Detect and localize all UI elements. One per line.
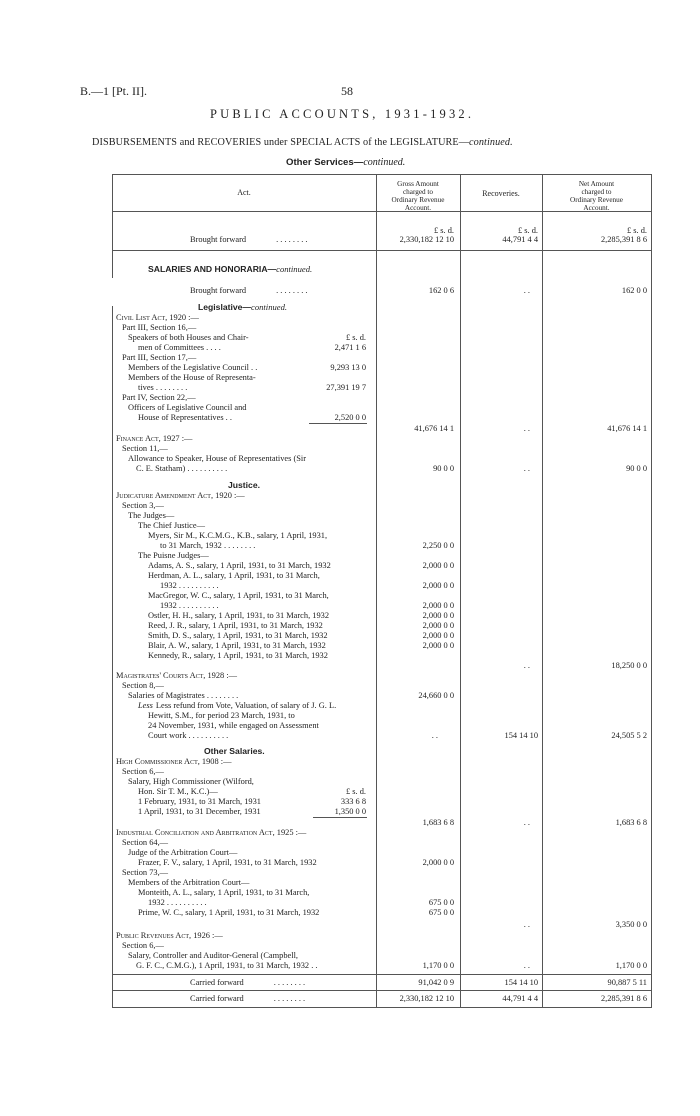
act-line: Section 8,— <box>122 681 164 690</box>
col-gross-line: Gross Amount <box>397 180 439 188</box>
mag-rec: 154 14 10 <box>504 731 538 740</box>
hc-net: 1,683 6 8 <box>615 818 647 827</box>
other-salaries-heading: Other Salaries. <box>204 746 265 756</box>
col-net-line: charged to <box>581 188 612 196</box>
act-line: Herdman, A. L., salary, 1 April, 1931, to 31 March, <box>148 571 320 580</box>
act-line: tives . . . . . . . . <box>138 383 188 392</box>
justice-rec: . . <box>523 661 530 670</box>
hc-amount: 333 6 8 <box>340 797 366 806</box>
less-text: Less <box>138 701 153 710</box>
hc-units: £ s. d. <box>345 787 366 796</box>
act-line: Salary, Controller and Auditor-General (Campbell, <box>128 951 298 960</box>
legislative-heading-text: Legislative— <box>198 302 252 312</box>
act-line: Section 3,— <box>122 501 164 510</box>
act-line: Allowance to Speaker, House of Representatives (Sir <box>128 454 307 463</box>
act-line: 1932 . . . . . . . . . . <box>148 898 207 907</box>
col-act: Act. <box>237 188 251 197</box>
act-line: Speakers of both Houses and Chair- <box>128 333 249 342</box>
act-line: Hon. Sir T. M., K.C.)— <box>138 787 218 796</box>
act-line: Judicature Amendment Act, 1920 :— <box>116 491 245 500</box>
pr-rec: . . <box>523 961 530 970</box>
act-line: Part III, Section 16,— <box>122 323 197 332</box>
act-line: Smith, D. S., salary, 1 April, 1931, to 31 March, 1932 <box>148 631 328 640</box>
page-title: PUBLIC ACCOUNTS, 1931-1932. <box>210 107 475 121</box>
sub-amount: 2,471 1 6 <box>334 343 366 352</box>
bf-gross: 2,330,182 12 10 <box>399 235 454 244</box>
justice-net: 18,250 0 0 <box>611 661 647 670</box>
rule-inner-total <box>112 974 652 975</box>
salaries-bf-net: 162 0 0 <box>621 286 647 295</box>
ci-dots: . . . . . . . . <box>273 978 306 987</box>
justice-gross: 2,000 0 0 <box>422 581 454 590</box>
act-line: men of Committees . . . . <box>138 343 221 352</box>
bf-dots: . . . . . . . . <box>276 235 308 244</box>
salaries-bf-gross: 162 0 6 <box>428 286 454 295</box>
act-line: 1 February, 1931, to 31 March, 1931 <box>138 797 261 806</box>
act-line: 1932 . . . . . . . . . . <box>160 581 219 590</box>
units-recoveries: £ s. d. <box>517 226 538 235</box>
act-line: Salary, High Commissioner (Wilford, <box>128 777 254 786</box>
col-net-line: Ordinary Revenue <box>570 196 623 204</box>
act-line: Civil List Act, 1920 :— <box>116 313 199 322</box>
justice-gross: 2,000 0 0 <box>422 601 454 610</box>
rule-col3 <box>542 174 543 1008</box>
mag-net: 24,505 5 2 <box>611 731 647 740</box>
mag-line-rest: Less refund from Vote, Valuation, of salary of J. G. L. <box>155 701 337 710</box>
subtitle-cont: continued. <box>469 137 513 148</box>
finance-rec: . . <box>523 464 530 473</box>
act-line: Reed, J. R., salary, 1 April, 1931, to 31 March, 1932 <box>148 621 323 630</box>
mag-gross2: . . <box>431 731 438 740</box>
col-net-line: Account. <box>583 204 610 212</box>
co-label: Carried forward <box>190 994 244 1003</box>
ica-net: 3,350 0 0 <box>615 920 647 929</box>
ica-gross: 675 0 0 <box>428 898 454 907</box>
ica-gross: 675 0 0 <box>428 908 454 917</box>
act-line: Judge of the Arbitration Court— <box>128 848 238 857</box>
brought-forward-label <box>190 235 307 245</box>
act-line: MacGregor, W. C., salary, 1 April, 1931, to 31 March, <box>148 591 329 600</box>
salaries-bf-dots: . . . . . . . . <box>276 286 308 295</box>
act-line: Section 73,— <box>122 868 169 877</box>
hc-gross: 1,683 6 8 <box>422 818 454 827</box>
section-title-text: Other Services— <box>286 157 364 168</box>
act-line: to 31 March, 1932 . . . . . . . . <box>160 541 256 550</box>
carried-inner-label <box>190 978 305 988</box>
act-line: Prime, W. C., salary, 1 April, 1931, to 31 March, 1932 <box>138 908 320 917</box>
act-line: Members of the Arbitration Court— <box>128 878 250 887</box>
page-subtitle <box>92 137 513 148</box>
act-line: Members of the House of Representa- <box>128 373 256 382</box>
sub-amount: 27,391 19 7 <box>326 383 366 392</box>
rule-right <box>651 174 652 1008</box>
act-line: Section 11,— <box>122 444 168 453</box>
legislative-net: 41,676 14 1 <box>607 424 647 433</box>
rule-bf <box>112 250 652 251</box>
salaries-heading <box>148 264 312 274</box>
col-gross-line: charged to <box>402 188 433 196</box>
col-gross-line: Ordinary Revenue <box>391 196 445 204</box>
bf-label: Brought forward <box>190 235 247 244</box>
page-number: 58 <box>341 84 353 98</box>
col-recoveries: Recoveries. <box>482 189 520 198</box>
bf-net: 2,285,391 8 6 <box>600 235 647 244</box>
ci-label: Carried forward <box>190 978 244 987</box>
hc-rule <box>313 817 367 818</box>
act-line: Hewitt, S.M., for period 23 March, 1931, to <box>148 711 295 720</box>
act-line <box>138 701 336 711</box>
act-line: Magistrates' Courts Act, 1928 :— <box>116 671 238 680</box>
act-line: 1 April, 1931, to 31 December, 1931 <box>138 807 261 816</box>
legislative-heading-cont: continued. <box>251 302 288 312</box>
act-line: Section 64,— <box>122 838 169 847</box>
act-line: The Chief Justice— <box>138 521 205 530</box>
salaries-heading-cont: continued. <box>276 264 313 274</box>
justice-gross: 2,000 0 0 <box>422 561 454 570</box>
act-line: Court work . . . . . . . . . . <box>148 731 229 740</box>
page-code: B.—1 [Pt. II]. <box>80 84 147 98</box>
act-line: Finance Act, 1927 :— <box>116 434 193 443</box>
hc-amount: 1,350 0 0 <box>334 807 366 816</box>
finance-gross: 90 0 0 <box>433 464 454 473</box>
carried-outer-label <box>190 994 305 1004</box>
pr-gross: 1,170 0 0 <box>422 961 454 970</box>
act-line: Kennedy, R., salary, 1 April, 1931, to 31 March, 1932 <box>148 651 328 660</box>
act-line: Myers, Sir M., K.C.M.G., K.B., salary, 1 April, 1931, <box>148 531 328 540</box>
ci-rec: 154 14 10 <box>504 978 538 987</box>
co-net: 2,285,391 8 6 <box>600 994 647 1003</box>
justice-gross: 2,000 0 0 <box>422 621 454 630</box>
act-line: Part III, Section 17,— <box>122 353 197 362</box>
co-dots: . . . . . . . . <box>273 994 306 1003</box>
sub-units: £ s. d. <box>345 333 366 342</box>
act-line: Adams, A. S., salary, 1 April, 1931, to 31 March, 1932 <box>148 561 331 570</box>
subtitle-text: DISBURSEMENTS and RECOVERIES under SPECIAL ACTS of the LEGISLATURE— <box>92 137 470 148</box>
rule-carried <box>112 1007 652 1008</box>
justice-heading: Justice. <box>228 480 261 490</box>
finance-net: 90 0 0 <box>626 464 647 473</box>
sub-amount: 9,293 13 0 <box>330 363 366 372</box>
act-line: 24 November, 1931, while engaged on Assessment <box>148 721 319 730</box>
act-line: Part IV, Section 22,— <box>122 393 196 402</box>
sub-amount: 2,520 0 0 <box>334 413 366 422</box>
units-net: £ s. d. <box>626 226 647 235</box>
units-gross: £ s. d. <box>433 226 454 235</box>
act-line: Members of the Legislative Council . . <box>128 363 258 372</box>
act-line: High Commissioner Act, 1908 :— <box>116 757 232 766</box>
ica-gross: 2,000 0 0 <box>422 858 454 867</box>
legislative-heading <box>198 302 287 312</box>
pr-net: 1,170 0 0 <box>615 961 647 970</box>
ica-rec: . . <box>523 920 530 929</box>
act-line: The Puisne Judges— <box>138 551 209 560</box>
act-line: Officers of Legislative Council and <box>128 403 247 412</box>
salaries-bf-text: Brought forward <box>190 286 247 295</box>
col-gross-line: Account. <box>404 204 432 212</box>
act-line: The Judges— <box>128 511 175 520</box>
section-title <box>286 157 405 168</box>
act-line: Section 6,— <box>122 941 164 950</box>
mag-gross: 24,660 0 0 <box>418 691 454 700</box>
co-rec: 44,791 4 4 <box>502 994 538 1003</box>
salaries-bf-label <box>190 286 307 296</box>
legislative-rec: . . <box>523 424 530 433</box>
act-line: Monteith, A. L., salary, 1 April, 1931, to 31 March, <box>138 888 310 897</box>
act-line: House of Representatives . . <box>138 413 232 422</box>
act-line: G. F. C., C.M.G.), 1 April, 1931, to 31 March, 1932 . . <box>136 961 318 970</box>
rule-inner-bottom <box>112 990 652 991</box>
legislative-gross: 41,676 14 1 <box>414 424 454 433</box>
rule-col2 <box>460 174 461 1008</box>
ci-gross: 91,042 0 9 <box>418 978 454 987</box>
act-line: Public Revenues Act, 1926 :— <box>116 931 223 940</box>
justice-gross: 2,000 0 0 <box>422 641 454 650</box>
salaries-heading-text: SALARIES AND HONORARIA— <box>148 264 277 274</box>
rule-col1 <box>376 174 377 1008</box>
col-gross <box>376 180 460 212</box>
salaries-bf-rec: . . <box>523 286 530 295</box>
act-line: Salaries of Magistrates . . . . . . . . <box>128 691 239 700</box>
justice-gross: 2,000 0 0 <box>422 611 454 620</box>
rule-top <box>112 174 652 175</box>
act-line: Ostler, H. H., salary, 1 April, 1931, to 31 March, 1932 <box>148 611 330 620</box>
ci-net: 90,887 5 11 <box>607 978 647 987</box>
act-line: Section 6,— <box>122 767 164 776</box>
rule-left <box>112 306 113 1008</box>
hc-rec: . . <box>523 818 530 827</box>
sub-rule <box>309 423 367 424</box>
col-net-line: Net Amount <box>578 180 615 188</box>
act-line: Blair, A. W., salary, 1 April, 1931, to 31 March, 1932 <box>148 641 326 650</box>
act-line: Frazer, F. V., salary, 1 April, 1931, to 31 March, 1932 <box>138 858 317 867</box>
co-gross: 2,330,182 12 10 <box>399 994 454 1003</box>
justice-gross: 2,000 0 0 <box>422 631 454 640</box>
col-net <box>542 180 651 212</box>
act-line: Industrial Conciliation and Arbitration Act, 1925 :— <box>116 828 307 837</box>
justice-gross: 2,250 0 0 <box>422 541 454 550</box>
bf-recoveries: 44,791 4 4 <box>502 235 538 244</box>
act-line: C. E. Statham) . . . . . . . . . . <box>136 464 228 473</box>
section-title-cont: continued. <box>363 157 406 168</box>
act-line: 1932 . . . . . . . . . . <box>160 601 219 610</box>
